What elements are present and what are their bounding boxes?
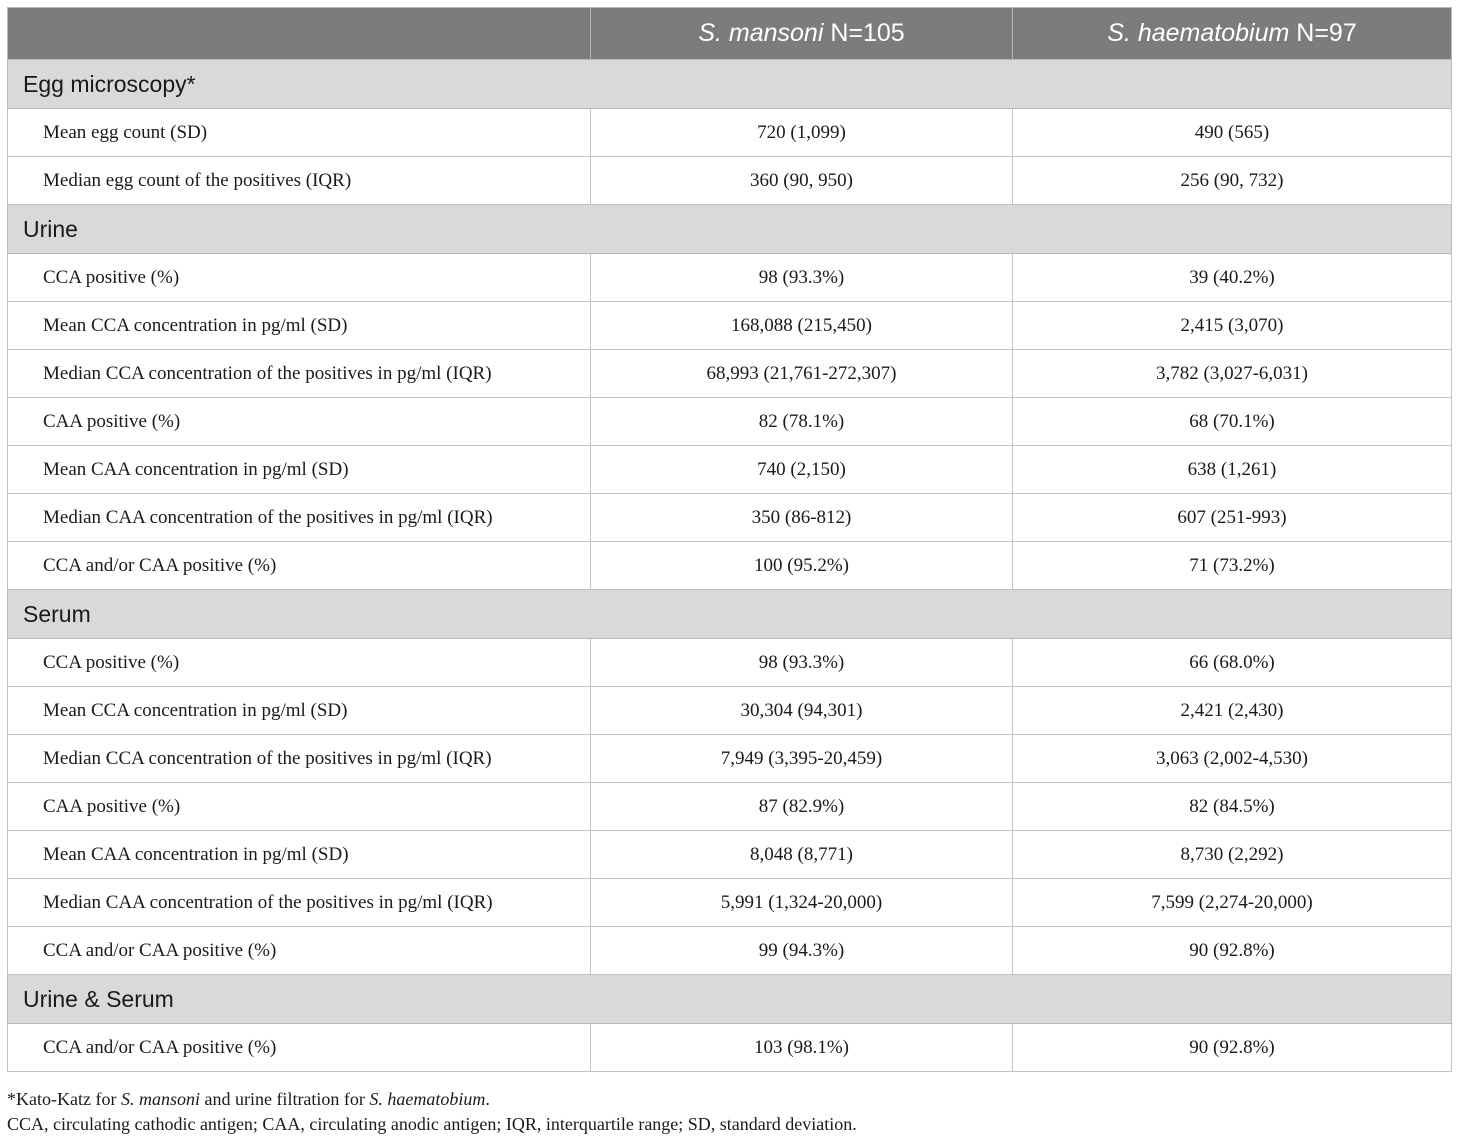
mansoni-value: 740 (2,150) <box>591 446 1013 494</box>
row-label: CCA and/or CAA positive (%) <box>8 1024 591 1072</box>
section-header-row <box>8 975 1452 1024</box>
haematobium-value: 3,063 (2,002-4,530) <box>1013 735 1452 783</box>
section-title: Egg microscopy* <box>8 60 1452 109</box>
row-label: Median egg count of the positives (IQR) <box>8 157 591 205</box>
table-row <box>8 927 1452 975</box>
table-row <box>8 783 1452 831</box>
haematobium-value: 66 (68.0%) <box>1013 639 1452 687</box>
table-footnotes <box>7 1087 1451 1137</box>
table-row <box>8 687 1452 735</box>
results-table-container <box>7 7 1451 1072</box>
table-row <box>8 494 1452 542</box>
mansoni-value: 5,991 (1,324-20,000) <box>591 879 1013 927</box>
section-title: Serum <box>8 590 1452 639</box>
table-row <box>8 879 1452 927</box>
table-body <box>8 60 1452 1072</box>
haematobium-value: 256 (90, 732) <box>1013 157 1452 205</box>
haematobium-value: 638 (1,261) <box>1013 446 1452 494</box>
haematobium-value: 90 (92.8%) <box>1013 1024 1452 1072</box>
row-label: Mean CCA concentration in pg/ml (SD) <box>8 687 591 735</box>
table-row <box>8 542 1452 590</box>
header-haematobium-n: N=97 <box>1289 19 1357 47</box>
footnote-1-text-b: and urine filtration for <box>199 1089 370 1109</box>
row-label: Mean CCA concentration in pg/ml (SD) <box>8 302 591 350</box>
section-header-row <box>8 205 1452 254</box>
haematobium-value: 39 (40.2%) <box>1013 254 1452 302</box>
row-label: Median CAA concentration of the positives in pg/ml (IQR) <box>8 879 591 927</box>
section-header-row <box>8 60 1452 109</box>
mansoni-value: 98 (93.3%) <box>591 639 1013 687</box>
table-row <box>8 831 1452 879</box>
row-label: Mean CAA concentration in pg/ml (SD) <box>8 831 591 879</box>
footnote-line-1 <box>7 1087 1451 1112</box>
row-label: Mean egg count (SD) <box>8 109 591 157</box>
mansoni-value: 30,304 (94,301) <box>591 687 1013 735</box>
row-label: CCA and/or CAA positive (%) <box>8 542 591 590</box>
footnote-1-text-a: *Kato-Katz for <box>7 1089 121 1109</box>
haematobium-value: 3,782 (3,027-6,031) <box>1013 350 1452 398</box>
footnote-line-2: CCA, circulating cathodic antigen; CAA, circulating anodic antigen; IQR, interquartile range; SD, standard deviation. <box>7 1114 857 1134</box>
row-label: Median CCA concentration of the positives in pg/ml (IQR) <box>8 350 591 398</box>
mansoni-value: 350 (86-812) <box>591 494 1013 542</box>
footnote-1-species-2: S. haematobium <box>369 1089 486 1109</box>
mansoni-value: 360 (90, 950) <box>591 157 1013 205</box>
mansoni-value: 68,993 (21,761-272,307) <box>591 350 1013 398</box>
table-row <box>8 254 1452 302</box>
mansoni-value: 100 (95.2%) <box>591 542 1013 590</box>
haematobium-value: 8,730 (2,292) <box>1013 831 1452 879</box>
footnote-1-text-c: . <box>485 1089 490 1109</box>
row-label: CCA and/or CAA positive (%) <box>8 927 591 975</box>
haematobium-value: 2,421 (2,430) <box>1013 687 1452 735</box>
header-mansoni-n: N=105 <box>823 19 905 47</box>
results-table <box>7 7 1452 1072</box>
table-row <box>8 735 1452 783</box>
table-row <box>8 157 1452 205</box>
haematobium-value: 2,415 (3,070) <box>1013 302 1452 350</box>
table-row <box>8 639 1452 687</box>
mansoni-value: 103 (98.1%) <box>591 1024 1013 1072</box>
mansoni-value: 168,088 (215,450) <box>591 302 1013 350</box>
haematobium-value: 68 (70.1%) <box>1013 398 1452 446</box>
mansoni-value: 720 (1,099) <box>591 109 1013 157</box>
haematobium-value: 607 (251-993) <box>1013 494 1452 542</box>
row-label: Median CAA concentration of the positives in pg/ml (IQR) <box>8 494 591 542</box>
mansoni-value: 87 (82.9%) <box>591 783 1013 831</box>
table-row <box>8 398 1452 446</box>
mansoni-value: 82 (78.1%) <box>591 398 1013 446</box>
table-header <box>8 8 1452 60</box>
section-header-row <box>8 590 1452 639</box>
section-title: Urine <box>8 205 1452 254</box>
header-blank-cell <box>8 8 591 60</box>
haematobium-value: 490 (565) <box>1013 109 1452 157</box>
row-label: CCA positive (%) <box>8 254 591 302</box>
row-label: CAA positive (%) <box>8 398 591 446</box>
table-row <box>8 1024 1452 1072</box>
haematobium-value: 82 (84.5%) <box>1013 783 1452 831</box>
haematobium-value: 7,599 (2,274-20,000) <box>1013 879 1452 927</box>
header-mansoni-cell <box>591 8 1013 60</box>
mansoni-value: 98 (93.3%) <box>591 254 1013 302</box>
haematobium-value: 90 (92.8%) <box>1013 927 1452 975</box>
haematobium-value: 71 (73.2%) <box>1013 542 1452 590</box>
header-haematobium-cell <box>1013 8 1452 60</box>
row-label: Mean CAA concentration in pg/ml (SD) <box>8 446 591 494</box>
header-haematobium-species: S. haematobium <box>1107 19 1290 47</box>
table-row <box>8 350 1452 398</box>
row-label: Median CCA concentration of the positives in pg/ml (IQR) <box>8 735 591 783</box>
row-label: CCA positive (%) <box>8 639 591 687</box>
header-row <box>8 8 1452 60</box>
mansoni-value: 99 (94.3%) <box>591 927 1013 975</box>
mansoni-value: 8,048 (8,771) <box>591 831 1013 879</box>
footnote-1-species-1: S. mansoni <box>120 1089 200 1109</box>
section-title: Urine & Serum <box>8 975 1452 1024</box>
mansoni-value: 7,949 (3,395-20,459) <box>591 735 1013 783</box>
table-row <box>8 446 1452 494</box>
header-mansoni-species: S. mansoni <box>698 19 824 47</box>
table-row <box>8 109 1452 157</box>
table-row <box>8 302 1452 350</box>
row-label: CAA positive (%) <box>8 783 591 831</box>
